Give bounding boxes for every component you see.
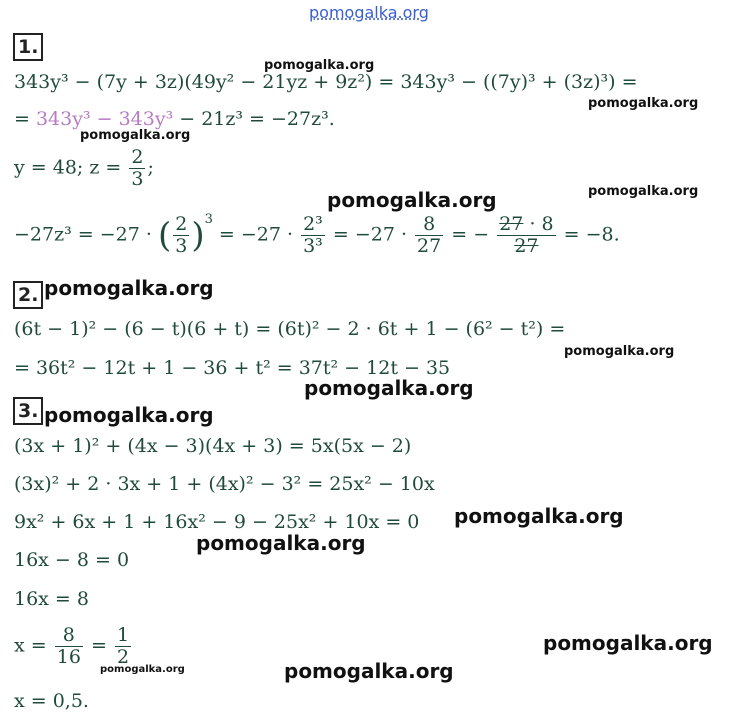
watermark: pomogalka.org [264,58,375,73]
calc-power: 3 [204,212,213,228]
fraction-numerator: 1 [116,624,130,646]
task-1-line-2-prefix: = [14,108,36,130]
task-3-line-7: x = 0,5. [14,690,89,712]
watermark: pomogalka.org [564,344,675,359]
fraction-numerator: 8 [415,214,443,236]
struck-denominator: 27 [514,234,539,257]
fraction-denominator: 16 [56,645,81,668]
fraction-denominator: 27 [417,234,442,257]
task-1-given-fraction [129,147,145,190]
fraction-denominator: 3 [131,167,144,190]
line-6-part-a: x = [14,634,47,657]
numerator-rest: · 8 [523,213,554,235]
task-1-calculation [14,214,620,257]
calc-paren-fraction [173,214,189,257]
task-1-given-text: y = 48; z = [14,156,122,179]
right-paren: ) [191,215,205,256]
struck-numerator: 27 [499,213,524,235]
fraction-denominator: 3³ [303,234,323,257]
task-1-number: 1. [13,33,43,61]
task-1-line-2-suffix: − 21z³ = −27z³. [173,108,335,130]
watermark: pomogalka.org [304,376,474,400]
task-1-given-end: ; [147,156,154,179]
fraction-numerator [497,214,555,236]
line-6-part-b: = [90,634,107,657]
watermark: pomogalka.org [44,403,214,427]
calc-part-d: = − [451,223,490,246]
task-3-line-6 [14,625,133,668]
calc-part-c: = −27 · [332,223,407,246]
fraction-denominator: 2 [116,645,130,668]
calc-fraction-1 [301,214,325,257]
fraction-numerator: 2³ [303,213,323,235]
fraction-numerator: 8 [55,625,83,647]
fraction-numerator: 2 [131,146,144,168]
task-3-line-2: (3x)² + 2 · 3x + 1 + (4x)² − 3² = 25x² − 10x [14,473,435,495]
watermark: pomogalka.org [80,128,191,143]
watermark: pomogalka.org [588,96,699,111]
fraction-denominator: 3 [175,234,188,257]
task-1-line-2 [14,108,335,130]
watermark: pomogalka.org [454,504,624,528]
task-2-line-1: (6t − 1)² − (6 − t)(6 + t) = (6t)² − 2 · 6t + 1 − (6² − t²) = [14,318,566,340]
watermark: pomogalka.org [284,659,454,683]
watermark: pomogalka.org [327,188,497,212]
watermark: pomogalka.org [44,276,214,300]
calc-fraction-3 [497,214,555,257]
task-3-number: 3. [13,397,43,425]
calc-part-e: = −8. [563,223,620,246]
line-6-fraction-2 [115,625,131,668]
watermark: pomogalka.org [196,531,366,555]
task-1-cancelled-terms: 343y³ − 343y³ [35,108,174,130]
watermark: pomogalka.org [100,664,185,675]
task-3-line-4: 16x − 8 = 0 [14,549,130,571]
calc-part-b: = −27 · [218,223,294,246]
left-paren: ( [157,215,172,256]
watermark: pomogalka.org [543,631,713,655]
calc-fraction-2 [415,214,443,257]
site-header-link[interactable]: pomogalka.org [309,3,429,22]
task-1-given [14,147,154,190]
task-3-line-3: 9x² + 6x + 1 + 16x² − 9 − 25x² + 10x = 0 [14,511,420,533]
task-1-line-1: 343y³ − (7y + 3z)(49y² − 21yz + 9z²) = 343y³ − ((7y)³ + (3z)³) = [14,71,638,93]
fraction-numerator: 2 [175,213,188,235]
task-3-line-1: (3x + 1)² + (4x − 3)(4x + 3) = 5x(5x − 2) [14,435,412,457]
task-2-number: 2. [13,281,43,309]
calc-part-a: −27z³ = −27 · [14,223,152,246]
line-6-fraction-1 [55,625,83,668]
watermark: pomogalka.org [588,184,699,199]
task-2-line-2: = 36t² − 12t + 1 − 36 + t² = 37t² − 12t − 35 [14,357,451,379]
task-3-line-5: 16x = 8 [14,588,89,610]
